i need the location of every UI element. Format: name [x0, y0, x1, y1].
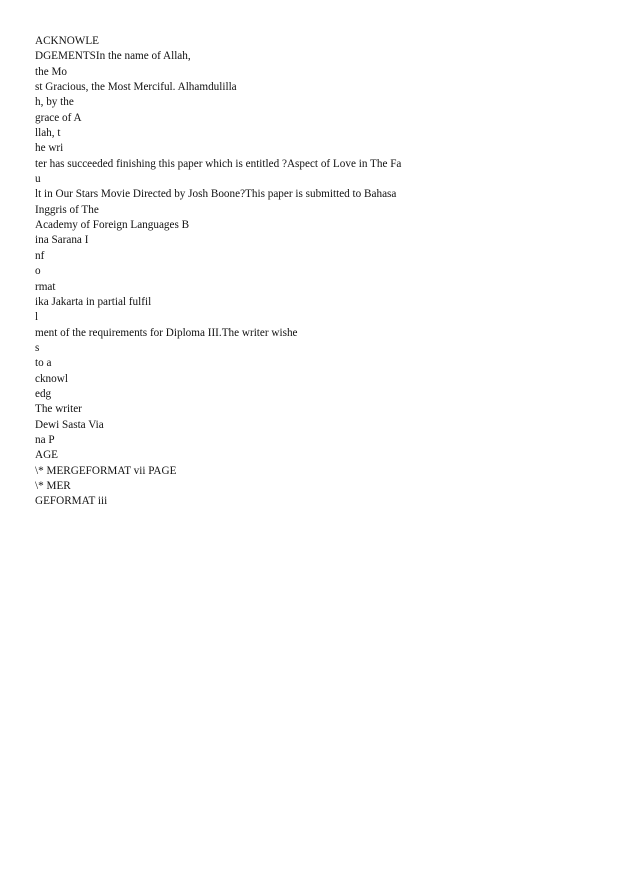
text-line: to a: [35, 357, 52, 370]
field-code-line: GEFORMAT iii: [35, 495, 108, 508]
text-line: lt in Our Stars Movie Directed by Josh Boone?This paper is submitted to Bahasa: [35, 188, 397, 201]
text-line: cknowl: [35, 372, 68, 385]
text-line: he wri: [35, 142, 64, 155]
text-line: u: [35, 173, 41, 186]
text-line: ter has succeeded finishing this paper which is entitled ?Aspect of Love in The Fa: [35, 157, 402, 170]
author-name: Dewi Sasta Via: [35, 418, 104, 431]
document-page: [35, 34, 595, 510]
text-line: h, by the: [35, 96, 74, 109]
signature-label: The writer: [35, 403, 82, 416]
text-line: na P: [35, 433, 55, 446]
field-code-line: \* MERGEFORMAT vii PAGE: [35, 464, 177, 477]
field-code-line: \* MER: [35, 479, 71, 492]
text-line: llah, t: [35, 127, 61, 140]
text-line: ACKNOWLE: [35, 35, 100, 47]
text-line: o: [35, 265, 41, 278]
text-line: s: [35, 341, 40, 354]
text-line: rmat: [35, 280, 56, 293]
text-line: ment of the requirements for Diploma III.The writer wishe: [35, 326, 298, 339]
text-line: Inggris of The: [35, 203, 99, 216]
text-line: the Mo: [35, 65, 68, 78]
text-line: l: [35, 311, 39, 324]
text-line: DGEMENTSIn the name of Allah,: [35, 50, 191, 63]
text-line: nf: [35, 249, 45, 262]
text-line: grace of A: [35, 111, 82, 124]
text-line: AGE: [35, 449, 58, 462]
text-line: Academy of Foreign Languages B: [35, 219, 190, 232]
text-line: edg: [35, 387, 52, 400]
text-line: st Gracious, the Most Merciful. Alhamdulilla: [35, 81, 237, 94]
text-line: ika Jakarta in partial fulfil: [35, 295, 152, 308]
text-line: ina Sarana I: [35, 234, 89, 247]
